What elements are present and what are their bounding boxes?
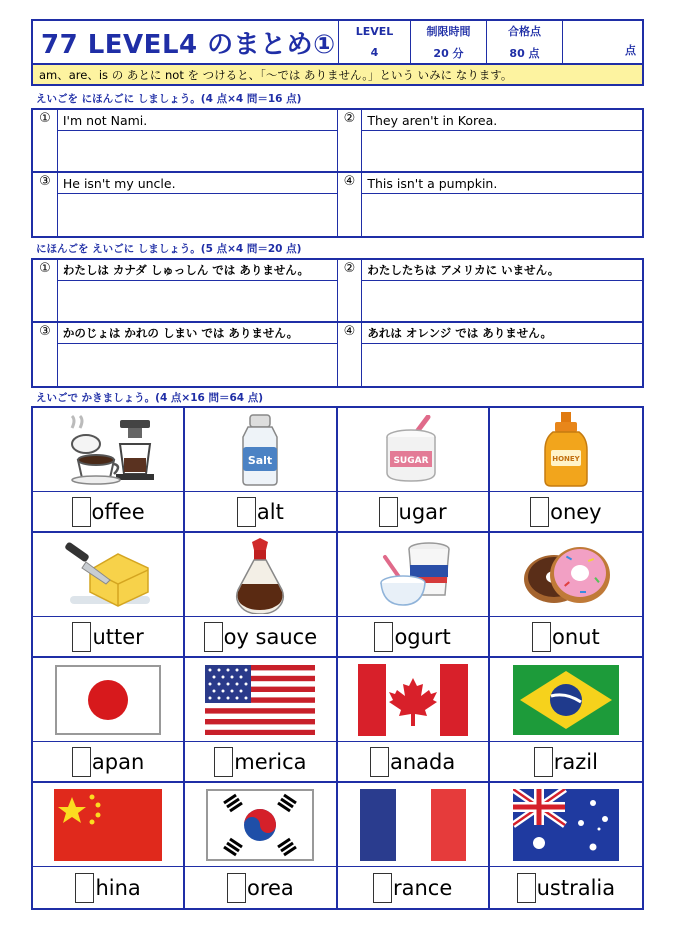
passing-score-label: 合格点 [487, 21, 562, 43]
level-cell [339, 21, 411, 63]
letter-blank[interactable] [374, 622, 393, 652]
svg-text:SUGAR: SUGAR [393, 455, 429, 466]
question-box [58, 173, 338, 236]
question-text: They aren't in Korea. [362, 110, 642, 131]
letter-blank[interactable] [72, 622, 91, 652]
france-flag-icon [338, 783, 488, 867]
sugar-icon [338, 408, 488, 492]
vocab-cell [185, 408, 337, 533]
answer-area[interactable] [362, 281, 642, 321]
letter-blank[interactable] [534, 747, 553, 777]
vocab-cell [185, 658, 337, 783]
coffee-icon [33, 408, 183, 492]
vocab-answer [490, 742, 642, 781]
vocab-cell [338, 408, 490, 533]
grammar-rule: am、are、is の あとに not を つけると、「～では ありません。」という いみに なります。 [31, 65, 644, 86]
brazil-flag-icon [490, 658, 642, 742]
vocab-answer [185, 492, 335, 531]
question-row [33, 173, 642, 236]
vocab-cell [338, 533, 490, 658]
time-limit-label: 制限時間 [411, 21, 486, 43]
question-text: I'm not Nami. [58, 110, 337, 131]
time-limit-cell [411, 21, 487, 63]
time-limit-value: 20 分 [433, 46, 464, 60]
letter-blank[interactable] [370, 747, 389, 777]
vocab-cell [33, 783, 185, 908]
passing-score-cell [487, 21, 563, 63]
letter-blank[interactable] [530, 497, 549, 527]
vocab-cell [33, 658, 185, 783]
usa-flag-icon [185, 658, 335, 742]
letter-blank[interactable] [237, 497, 256, 527]
question-number: ② [338, 110, 363, 171]
word-stem: alt [256, 499, 284, 524]
vocab-cell [338, 783, 490, 908]
question-row [33, 323, 642, 386]
vocab-answer [338, 492, 488, 531]
canada-flag-icon [338, 658, 488, 742]
vocab-answer [338, 867, 488, 908]
vocab-cell [490, 533, 642, 658]
svg-text:Salt: Salt [248, 453, 273, 467]
yogurt-icon [338, 533, 488, 617]
question-box [58, 110, 338, 171]
vocab-cell [33, 533, 185, 658]
letter-blank[interactable] [532, 622, 551, 652]
passing-score-value: 80 点 [509, 46, 540, 60]
section1-grid [31, 108, 644, 238]
question-text: あれは オレンジ では ありません。 [362, 323, 642, 344]
question-number: ④ [338, 323, 363, 386]
vocab-answer [33, 492, 183, 531]
word-stem: ogurt [394, 624, 451, 649]
vocab-cell [185, 783, 337, 908]
vocab-answer [490, 492, 642, 531]
level-value: 4 [370, 46, 379, 60]
question-number: ③ [33, 173, 58, 236]
question-number: ② [338, 260, 363, 321]
letter-blank[interactable] [72, 747, 91, 777]
butter-icon [33, 533, 183, 617]
salt-icon [185, 408, 335, 492]
vocab-cell [338, 658, 490, 783]
section2-title: にほんごを えいごに しましょう。(5 点×4 問＝20 点) [36, 243, 302, 255]
vocab-cell [33, 408, 185, 533]
question-box [58, 260, 338, 321]
question-text: わたしは カナダ しゅっしん では ありません。 [58, 260, 337, 281]
answer-area[interactable] [362, 131, 642, 171]
word-stem: oy sauce [223, 624, 318, 649]
worksheet-header [31, 19, 644, 65]
vocab-answer [338, 617, 488, 656]
word-stem: apan [91, 749, 145, 774]
vocab-answer [185, 617, 335, 656]
vocab-cell [185, 533, 337, 658]
answer-area[interactable] [58, 281, 337, 321]
letter-blank[interactable] [75, 873, 94, 903]
vocab-answer [490, 867, 642, 908]
answer-area[interactable] [58, 131, 337, 171]
word-stem: anada [390, 749, 456, 774]
question-box [362, 110, 642, 171]
word-stem: utter [92, 624, 144, 649]
question-row [33, 110, 642, 173]
word-stem: rance [392, 875, 453, 900]
question-text: He isn't my uncle. [58, 173, 337, 194]
score-unit: 点 [625, 44, 636, 57]
word-stem: orea [246, 875, 294, 900]
word-stem: oney [550, 499, 602, 524]
page-title: 77 LEVEL4 のまとめ① [41, 29, 336, 60]
answer-area[interactable] [362, 194, 642, 236]
answer-area[interactable] [58, 344, 337, 386]
letter-blank[interactable] [227, 873, 246, 903]
korea-flag-icon [185, 783, 335, 867]
honey-icon [490, 408, 642, 492]
question-row [33, 260, 642, 323]
answer-area[interactable] [362, 344, 642, 386]
letter-blank[interactable] [214, 747, 233, 777]
vocab-answer [490, 617, 642, 656]
vocab-cell [490, 658, 642, 783]
donut-icon [490, 533, 642, 617]
vocab-answer [33, 617, 183, 656]
question-number: ① [33, 110, 58, 171]
question-text: This isn't a pumpkin. [362, 173, 642, 194]
word-stem: ustralia [536, 875, 616, 900]
letter-blank[interactable] [72, 497, 91, 527]
word-stem: hina [95, 875, 141, 900]
vocab-cell [490, 783, 642, 908]
word-stem: merica [234, 749, 307, 774]
question-box [362, 323, 642, 386]
answer-area[interactable] [58, 194, 337, 236]
australia-flag-icon [490, 783, 642, 867]
letter-blank[interactable] [204, 622, 223, 652]
level-label: LEVEL [339, 21, 410, 43]
letter-blank[interactable] [373, 873, 392, 903]
question-number: ④ [338, 173, 363, 236]
question-box [58, 323, 338, 386]
title-cell [33, 21, 339, 63]
word-stem: ugar [398, 499, 447, 524]
question-box [362, 173, 642, 236]
vocab-answer [33, 742, 183, 781]
vocab-answer [185, 867, 335, 908]
question-number: ① [33, 260, 58, 321]
section2-grid [31, 258, 644, 388]
question-text: わたしたちは アメリカに いません。 [362, 260, 642, 281]
score-field[interactable] [563, 21, 642, 63]
letter-blank[interactable] [379, 497, 398, 527]
word-stem: offee [91, 499, 145, 524]
word-stem: razil [553, 749, 598, 774]
letter-blank[interactable] [517, 873, 536, 903]
section1-title: えいごを にほんごに しましょう。(4 点×4 問＝16 点) [36, 93, 302, 105]
vocab-answer [185, 742, 335, 781]
japan-flag-icon [33, 658, 183, 742]
vocab-answer [33, 867, 183, 908]
vocab-answer [338, 742, 488, 781]
svg-text:HONEY: HONEY [552, 454, 580, 463]
question-box [362, 260, 642, 321]
vocabulary-grid [31, 406, 644, 910]
word-stem: onut [552, 624, 600, 649]
question-number: ③ [33, 323, 58, 386]
vocab-cell [490, 408, 642, 533]
question-text: かのじょは かれの しまい では ありません。 [58, 323, 337, 344]
soy-sauce-icon [185, 533, 335, 617]
china-flag-icon [33, 783, 183, 867]
section3-title: えいごで かきましょう。(4 点×16 問＝64 点) [36, 392, 264, 404]
